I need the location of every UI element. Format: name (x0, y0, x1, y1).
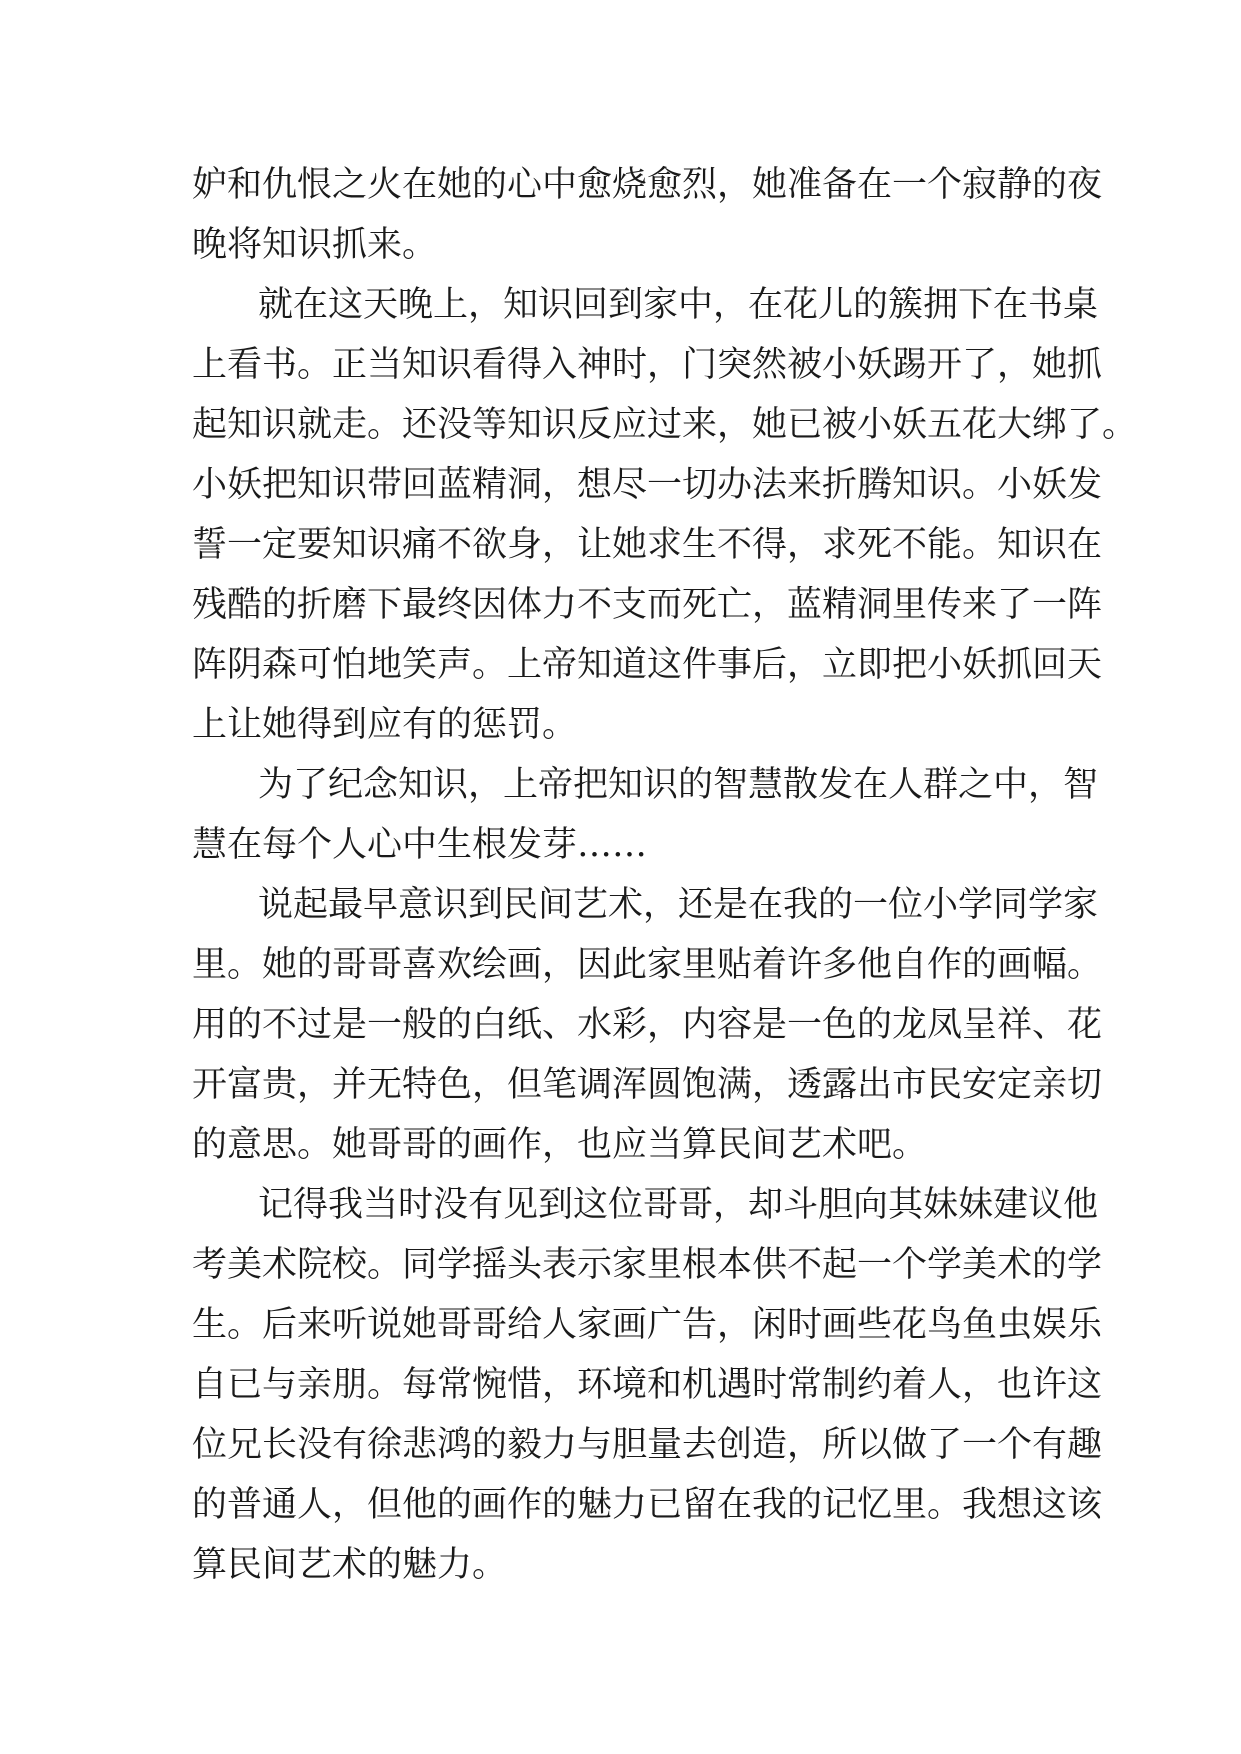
text-line: 开富贵，并无特色，但笔调浑圆饱满，透露出市民安定亲切 (192, 1065, 1103, 1105)
text-line: 誓一定要知识痛不欲身，让她求生不得，求死不能。知识在 (192, 525, 1103, 565)
paragraph-start-line: 说起最早意识到民间艺术，还是在我的一位小学同学家 (258, 885, 1099, 925)
text-line: 的普通人，但他的画作的魅力已留在我的记忆里。我想这该 (192, 1485, 1103, 1525)
text-line: 上看书。正当知识看得入神时，门突然被小妖踢开了，她抓 (192, 345, 1103, 385)
text-line: 生。后来听说她哥哥给人家画广告，闲时画些花鸟鱼虫娱乐 (192, 1305, 1103, 1345)
text-line: 考美术院校。同学摇头表示家里根本供不起一个学美术的学 (192, 1245, 1103, 1285)
text-line: 起知识就走。还没等知识反应过来，她已被小妖五花大绑了。 (192, 405, 1138, 445)
text-line: 晚将知识抓来。 (192, 225, 438, 265)
text-line: 阵阴森可怕地笑声。上帝知道这件事后，立即把小妖抓回天 (192, 645, 1103, 685)
text-line: 用的不过是一般的白纸、水彩，内容是一色的龙凤呈祥、花 (192, 1005, 1103, 1045)
text-line: 上让她得到应有的惩罚。 (192, 705, 578, 745)
paragraph-start-line: 就在这天晚上，知识回到家中，在花儿的簇拥下在书桌 (258, 285, 1099, 325)
text-line: 里。她的哥哥喜欢绘画，因此家里贴着许多他自作的画幅。 (192, 945, 1103, 985)
paragraph-start-line: 记得我当时没有见到这位哥哥，却斗胆向其妹妹建议他 (258, 1185, 1099, 1225)
text-line: 慧在每个人心中生根发芽…… (192, 825, 648, 865)
text-line: 妒和仇恨之火在她的心中愈烧愈烈，她准备在一个寂静的夜 (192, 165, 1103, 205)
text-line: 残酷的折磨下最终因体力不支而死亡，蓝精洞里传来了一阵 (192, 585, 1103, 625)
text-line: 算民间艺术的魅力。 (192, 1545, 508, 1585)
text-line: 位兄长没有徐悲鸿的毅力与胆量去创造，所以做了一个有趣 (192, 1425, 1103, 1465)
text-line: 自已与亲朋。每常惋惜，环境和机遇时常制约着人，也许这 (192, 1365, 1103, 1405)
paragraph-start-line: 为了纪念知识，上帝把知识的智慧散发在人群之中，智 (258, 765, 1099, 805)
text-line: 小妖把知识带回蓝精洞，想尽一切办法来折腾知识。小妖发 (192, 465, 1103, 505)
text-line: 的意思。她哥哥的画作，也应当算民间艺术吧。 (192, 1125, 928, 1165)
